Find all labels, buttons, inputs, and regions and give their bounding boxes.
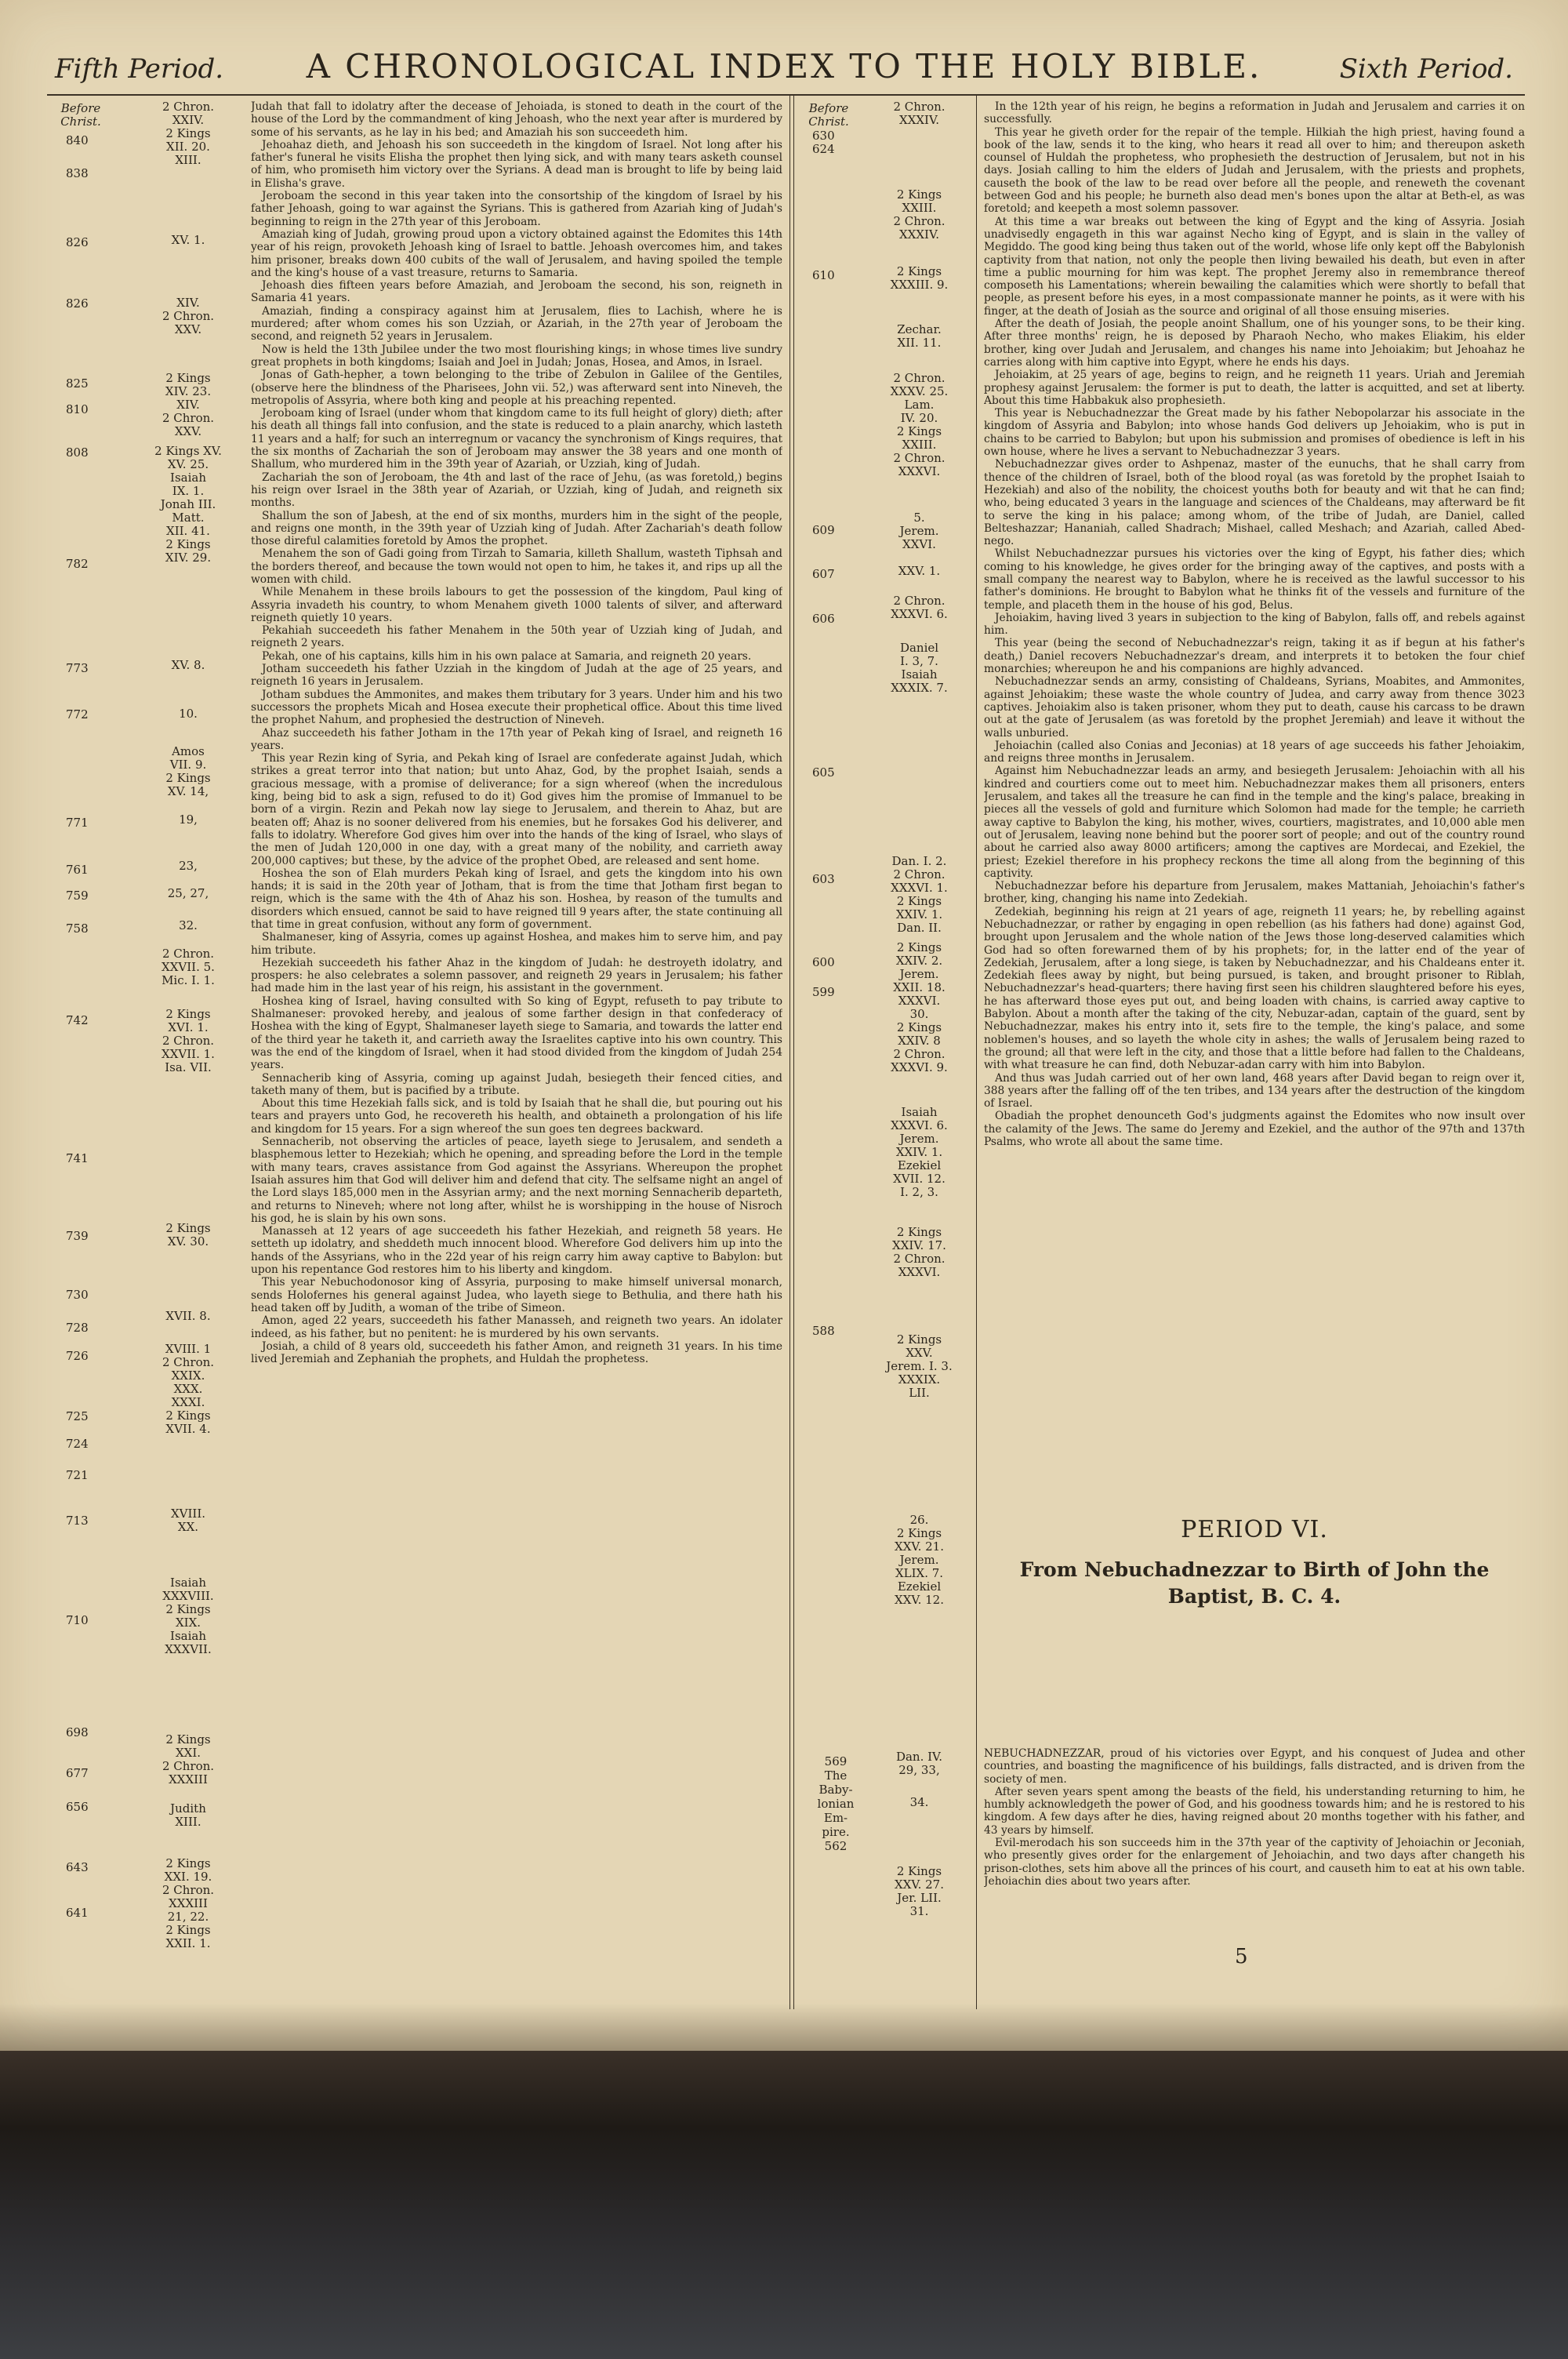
year-label: 609	[812, 523, 835, 537]
scripture-ref: 10.	[179, 707, 198, 721]
entry-paragraph: Hoshea the son of Elah murders Pekah king of Israel, and gets the kingdom into his own hands; it is said in the 20th year of Jotham, that is from the time that Jotham first began to reign, which is the same with the 4th of Ahaz his son. Hoshea, by reason of the tumults and disorders which ensued, cannot be said to have reigned till 9 years after, the state continuing all that time in great confusion, without any form of government.	[251, 867, 782, 931]
before-christ-header-left: Before Christ.	[60, 101, 101, 129]
entry-paragraph: Zedekiah, beginning his reign at 21 years of age, reigneth 11 years; he, by rebelling against Nebuchadnezzar, or rather by engaging in open rebellion (as his fathers had done) against God, brought upon Jerusalem and the whole nation of the Jews those long-deserved calamities which God had so often forewarned them of by his prophets; for, in the latter end of the year of Zedekiah, Jerusalem, after a long siege, is taken by Nebuchadnezzar, and his Chaldeans enter it. Zedekiah flees away by night, but being pursued, is taken, and brought prisoner to Riblah, Nebuchadnezzar's head-quarters; there having first seen his children slaughtered before his eyes, he has afterward those eyes put out, and being loaden with chains, is carried away captive to Babylon. About a month after the taking of the city, Nebuzar-adan, captain of the guard, sent by Nebuchadnezzar, makes his entry into it, sets fire to the temple, the king's palace, and some noblemen's houses, and so layeth the whole city in ashes; the walls of Jerusalem being razed to the ground; all that were left in the city, and those that a little before had fallen to the Chaldeans, with what treasure he can find, doth Nebuzar-adan carry with him into Babylon.	[984, 905, 1525, 1072]
scripture-ref: XIV. 2 Chron. XXV.	[162, 296, 215, 336]
year-label: 826	[66, 296, 89, 311]
year-label: 730	[66, 1288, 89, 1302]
year-label: 739	[66, 1229, 89, 1243]
year-label: 641	[66, 1906, 89, 1920]
year-label: 810	[66, 402, 89, 416]
scripture-ref: XXV. 1.	[898, 564, 941, 578]
entry-paragraph: After seven years spent among the beasts of the field, his understanding returning to him, he humbly acknowledgeth the power of God, and his goodness towards him; and he is restored to his kingdom. A few days after he dies, having reigned about 20 months together with his father, and 43 years by himself.	[984, 1785, 1525, 1837]
entry-paragraph: Josiah, a child of 8 years old, succeedeth his father Amon, and reigneth 31 years. In his time lived Jeremiah and Zephaniah the prophets, and Huldah the prophetess.	[251, 1339, 782, 1366]
scripture-ref: 26. 2 Kings XXV. 21. Jerem. XLIX. 7. Ezekiel XXV. 12.	[895, 1513, 944, 1607]
year-label: 588	[812, 1324, 835, 1338]
ref-divider-right-column	[976, 96, 977, 2009]
scripture-ref: 2 Kings XV. XV. 25. Isaiah IX. 1. Jonah III. Matt. XII. 41. 2 Kings XIV. 29.	[154, 444, 222, 565]
year-label: 728	[66, 1321, 89, 1335]
scripture-ref: Dan. IV. 29, 33,	[895, 1750, 943, 1777]
period-heading: PERIOD VI.	[1181, 1516, 1328, 1543]
scripture-ref: Dan. I. 2. 2 Chron. XXXVI. 1. 2 Kings XXIV. 1. Dan. II.	[891, 854, 948, 935]
scripture-ref: 2 Kings XXXIII. 9.	[890, 264, 949, 292]
year-label: 698	[66, 1725, 89, 1739]
entry-paragraph: NEBUCHADNEZZAR, proud of his victories over Egypt, and his conquest of Judea and other countries, and boasting the magnificence of his buildings, falls distracted, and is driven from the society of men.	[984, 1747, 1525, 1786]
scripture-ref: 2 Chron. XXXVI. 6.	[891, 594, 948, 621]
scripture-ref: Isaiah XXXVIII. 2 Kings XIX. Isaiah XXXVII.	[162, 1576, 214, 1656]
entry-paragraph: At this time a war breaks out between the king of Egypt and the king of Assyria. Josiah unadvisedly engageth in this war against Necho king of Egypt, and is slain in the valley of Megiddo. The good king being thus taken out of the world, whose life only kept off the Babylonish captivity from that nation, not only the people then living bewailed his death, but even in after time a public mourning for him was kept. The prophet Jeremy also in remembrance thereof composeth his Lamentations; wherein bewailing the calamities which were shortly to befall that people, as present before his eyes, in a most compassionate manner he points, as it were with his finger, at the death of Josiah as the source and original of all those ensuing miseries.	[984, 215, 1525, 318]
entry-paragraph: Nebuchadnezzar gives order to Ashpenaz, master of the eunuchs, that he shall carry from thence of the children of Israel, both of the blood royal (as was foretold by the prophet Isaiah to Hezekiah) and also of the nobility, the choicest youths both for beauty and wit that he can find; who, being educated 3 years in the language and sciences of the Chaldeans, may afterward be fit to serve the king in his palace; among whom, of the tribe of Judah, are Daniel, called Belteshazzar; Hananiah, called Shadrach; Mishael, called Meshach; and Azariah, called Abed-nego.	[984, 458, 1525, 548]
entry-paragraph: Jotham succeedeth his father Uzziah in the kingdom of Judah at the age of 25 years, and reigneth 16 years in Jerusalem.	[251, 663, 782, 689]
header-right-period: Sixth Period.	[1339, 53, 1513, 85]
year-label: 607	[812, 567, 835, 581]
before-christ-header-right: Before Christ.	[808, 101, 849, 129]
scripture-ref: 34.	[909, 1795, 929, 1809]
scripture-ref: 23,	[179, 859, 198, 873]
entry-paragraph: Hezekiah succeedeth his father Ahaz in the kingdom of Judah: he destroyeth idolatry, and prospers: he also celebrates a solemn passover, and reigneth 29 years in Jerusalem; his father had made him in the last year of his reign, his assistant in the government.	[251, 956, 782, 995]
scripture-ref: 2 Chron. XXVII. 5. Mic. I. 1.	[162, 947, 215, 987]
period-subheading: From Nebuchadnezzar to Birth of John the Baptist, B. C. 4.	[1019, 1558, 1490, 1608]
year-label: 825	[66, 376, 89, 391]
entry-paragraph: Pekahiah succeedeth his father Menahem in the 50th year of Uzziah king of Judah, and reigneth 2 years.	[251, 624, 782, 650]
entry-paragraph: Jotham subdues the Ammonites, and makes them tributary for 3 years. Under him and his two successors the prophets Micah and Hosea execute their prophetical office. About this time lived the prophet Nahum, and prophesied the destruction of Nineveh.	[251, 688, 782, 727]
entry-paragraph: Sennacherib king of Assyria, coming up against Judah, besiegeth their fenced cities, and taketh many of them, but is pacified by a tribute.	[251, 1071, 782, 1097]
year-label: 773	[66, 661, 89, 675]
entry-paragraph: Pekah, one of his captains, kills him in his own palace at Samaria, and reigneth 20 years.	[262, 649, 752, 663]
year-label: 758	[66, 921, 89, 936]
scripture-ref: 2 Chron. XXIV. 2 Kings XII. 20. XIII.	[162, 100, 215, 167]
scripture-ref: 19,	[179, 812, 198, 827]
scripture-ref: 2 Kings XXIV. 2. Jerem. XXII. 18. XXXVI. 30. 2 Kings XXIV. 8 2 Chron. XXXVI. 9.	[891, 940, 948, 1074]
entry-paragraph: Nebuchadnezzar before his departure from Jerusalem, makes Mattaniah, Jehoiachin's father's brother, king, changing his name into Zedekiah.	[984, 880, 1525, 906]
scripture-ref: XVIII. 1 2 Chron. XXIX. XXX. XXXI. 2 Kings XVII. 4.	[162, 1342, 215, 1436]
year-label: 759	[66, 889, 89, 903]
page-header	[47, 47, 1521, 94]
page-title: A CHRONOLOGICAL INDEX TO THE HOLY BIBLE.	[306, 47, 1262, 85]
year-label: 677	[66, 1766, 89, 1780]
year-label: 630 624	[812, 129, 835, 156]
entry-paragraph: Jeroboam king of Israel (under whom that kingdom came to its full height of glory) dieth; after his death all things fall into confusion, and the state is reduced to a plain anarchy, which lasteth 11 years and a half; for such an interregnum or vacancy the synchronism of Kings requires, that the six months of Zachariah the son of Jeroboam may answer the 38 years and one month of Shallum, who murdered him in the 39th year of Azariah, or Uzziah, king of Judah.	[251, 407, 782, 471]
entry-paragraph: Manasseh at 12 years of age succeedeth his father Hezekiah, and reigneth 58 years. He setteth up idolatry, and sheddeth much innocent blood. Wherefore God delivers him up into the hands of the Assyrians, who in the 22d year of his reign carry him away captive to Babylon: but upon his repentance God restores him to his liberty and kingdom.	[251, 1225, 782, 1277]
entry-paragraph: Amon, aged 22 years, succeedeth his father Manasseh, and reigneth two years. An idolater indeed, as his father, but no penitent: he is murdered by his own servants.	[251, 1314, 782, 1340]
year-label: 713	[66, 1514, 89, 1528]
entry-paragraph: Hoshea king of Israel, having consulted with So king of Egypt, refuseth to pay tribute to Shalmaneser: provoked hereby, and jealous of some farther design in that confederacy of Hoshea with the king of Egypt, Shalmaneser layeth siege to Samaria, and towards the latter end of the third year he taketh it, and carrieth away the Israelites captive into his own country. This was the end of the kingdom of Israel, when it had stood divided from the kingdom of Judah 254 years.	[251, 994, 782, 1072]
scripture-ref: 32.	[179, 918, 198, 932]
year-label: 761	[66, 863, 89, 877]
entry-paragraph: Jeroboam the second in this year taken into the consortship of the kingdom of Israel by his father Jehoash, going to war against the Syrians. This is gathered from Azariah king of Judah's beginning to reign in the 27th year of this Jeroboam.	[251, 190, 782, 228]
year-label: 782	[66, 557, 89, 571]
entry-paragraph: Jehoash dies fifteen years before Amaziah, and Jeroboam the second, his son, reigneth in Samaria 41 years.	[251, 279, 782, 305]
book-edge-background	[0, 2051, 1568, 2359]
entry-paragraph: Obadiah the prophet denounceth God's judgments against the Edomites who now insult over the calamity of the Jews. The same do Jeremy and Ezekiel, and the author of the 97th and 137th Psalms, who wrote all about the same time.	[984, 1110, 1525, 1149]
year-label: 721	[66, 1468, 89, 1482]
year-label: 569 The Baby- lonian Em- pire. 562	[817, 1754, 855, 1853]
entry-paragraph: Amaziah king of Judah, growing proud upon a victory obtained against the Edomites this 14th year of his reign, provoketh Jehoash king of Israel to battle. Jehoash overcomes him, and takes him prisoner, breaks down 400 cubits of the wall of Jerusalem, and having spoiled the temple and the king's house of a vast treasure, returns to Samaria.	[251, 227, 782, 279]
scripture-ref: 2 Kings XXV. 27. Jer. LII. 31.	[895, 1864, 944, 1918]
entry-paragraph: Now is held the 13th Jubilee under the two most flourishing kings; in whose times live sundry great prophets in both kingdoms; Isaiah and Joel in Judah; Jonas, Hosea, and Amos, in Israel.	[251, 343, 782, 369]
entry-paragraph: Shallum the son of Jabesh, at the end of six months, murders him in the sight of the people, and reigns one month, in the 39th year of Uzziah king of Judah. After Zachariah's death follow those direful calamities foretold by Amos the prophet.	[251, 509, 782, 548]
scripture-ref: 2 Kings XIV. 23. XIV. 2 Chron. XXV.	[162, 371, 215, 438]
year-label: 605	[812, 765, 835, 780]
entry-paragraph: This year he giveth order for the repair of the temple. Hilkiah the high priest, having found a book of the law, sends it to the king, who hears it read all over to him; and thereupon asketh counsel of Huldah the prophetess, who prophesieth the destruction of Jerusalem, but not in his days. Josiah calling to him the elders of Judah and Jerusalem, with the priests and prophets, causeth the book of the law to be read over before all the people, and reneweth the covenant between God and his people; he burneth also dead men's bones upon the altar at Beth-el, as was foretold; and keepeth a most solemn passover.	[984, 125, 1525, 216]
year-label: 840	[66, 133, 89, 147]
entry-paragraph: After the death of Josiah, the people anoint Shallum, one of his younger sons, to be their king. After three months' reign, he is deposed by Pharaoh Necho, who makes Eliakim, his elder brother, king over Judah and Jerusalem, and changes his name into Jehoiakim; but Jehoahaz he carries along with him captive into Egypt, where he ends his days.	[984, 318, 1525, 369]
column-divider-right	[793, 96, 794, 2009]
entry-paragraph: Jehoiakim, having lived 3 years in subjection to the king of Babylon, falls off, and rebels against him.	[984, 611, 1525, 638]
scripture-ref: 25, 27,	[167, 886, 209, 900]
entry-paragraph: Zachariah the son of Jeroboam, the 4th and last of the race of Jehu, (as was foretold,) begins his reign over Israel in the 38th year of Azariah, or Uzziah, king of Judah, and reigneth six months.	[251, 471, 782, 510]
entry-paragraph: This year Rezin king of Syria, and Pekah king of Israel are confederate against Judah, which strikes a great terror into that nation; but unto Ahaz, God, by the prophet Isaiah, sends a gracious message, with a promise of deliverance; for a sign whereof (when the incredulous king, being bid to ask a sign, refused to do it) God gives him the promise of Immanuel to be born of a virgin. Rezin and Pekah now lay siege to Jerusalem, and therein to Ahaz, but are beaten off; Ahaz is no sooner delivered from his enemies, but he forsakes God his deliverer, and falls to idolatry. Wherefore God gives him over into the hands of the king of Israel, who slays of the men of Judah 120,000 in one day, with a great many of the nobility, and carrieth away 200,000 captives; but these, by the advice of the prophet Obed, are released and sent home.	[251, 752, 782, 867]
entry-paragraph: This year is Nebuchadnezzar the Great made by his father Nebopolarzar his associate in the kingdom of Assyria and Babylon; into whose hands God delivers up Jehoiakim, who is put in chains to be carried to Babylon; but upon his submission and promises of obedience is left in his own house, where he lives a servant to Nebuchadnezzar 3 years.	[984, 407, 1525, 459]
year-label: 710	[66, 1613, 89, 1627]
column-divider-left	[789, 96, 790, 2009]
scripture-ref: 2 Kings XXIII. 2 Chron. XXXIV.	[893, 187, 946, 242]
entry-paragraph: Shalmaneser, king of Assyria, comes up against Hoshea, and makes him to serve him, and pay him tribute.	[251, 931, 782, 957]
year-label: 643	[66, 1860, 89, 1874]
entry-paragraph: Ahaz succeedeth his father Jotham in the 17th year of Pekah king of Israel, and reigneth 16 years.	[251, 726, 782, 752]
scripture-ref: 2 Kings XXIV. 17. 2 Chron. XXXVI.	[892, 1225, 946, 1279]
scripture-ref: XV. 1.	[171, 233, 205, 247]
entry-paragraph: Evil-merodach his son succeeds him in the 37th year of the captivity of Jehoiachin or Jeconiah, who presently gives order for the enlargement of Jehoiachin, and two days after changeth his prison-clothes, sets him above all the princes of his court, and causeth him to eat at his own table. Jehoiachin dies about two years after.	[984, 1837, 1525, 1888]
scripture-ref: 2 Kings XV. 30.	[165, 1221, 211, 1249]
scripture-ref: Daniel I. 3, 7. Isaiah XXXIX. 7.	[891, 641, 948, 695]
year-label: 724	[66, 1437, 89, 1451]
entry-paragraph: This year (being the second of Nebuchadnezzar's reign, taking it as if begun at his father's death,) Daniel recovers Nebuchadnezzar's dream, and interprets it to betoken the four chief monarchies; whereupon he and his companions are highly advanced.	[984, 637, 1525, 676]
year-label: 826	[66, 235, 89, 249]
entry-paragraph: While Menahem in these broils labours to get the possession of the kingdom, Paul king of Assyria invadeth his country, to whom Menahem giveth 1000 talents of silver, and afterward reigneth quietly 10 years.	[251, 586, 782, 624]
entry-paragraph: Nebuchadnezzar sends an army, consisting of Chaldeans, Syrians, Moabites, and Ammonites, against Jehoiakim; these waste the whole country of Judea, and carry away from thence 3023 captives. Jehoiakim also is taken prisoner, whom they put to death, cause his carcass to be drawn out at the gate of Jerusalem (as was foretold by the prophet Jeremiah) and leave it without the walls unburied.	[984, 675, 1525, 740]
year-label: 606	[812, 612, 835, 626]
year-label: 741	[66, 1151, 89, 1165]
scripture-ref: 2 Kings XXI. 2 Chron. XXXIII	[162, 1732, 215, 1787]
entry-paragraph: Jonas of Gath-hepher, a town belonging to the tribe of Zebulon in Galilee of the Gentiles, (observe here the blindness of the Pharisees, John vii. 52,) was afterward sent into Nineveh, the metropolis of Assyria, where both king and people at his preaching repented.	[251, 369, 782, 407]
entry-paragraph: About this time Hezekiah falls sick, and is told by Isaiah that he shall die, but pouring out his tears and prayers unto God, he recovereth his health, and obtaineth a prolongation of his life and kingdom for 15 years. For a sign whereof the sun goes ten degrees backward.	[251, 1097, 782, 1136]
year-label: 808	[66, 445, 89, 460]
year-label: 603	[812, 872, 835, 886]
year-label: 838	[66, 166, 89, 180]
entry-paragraph: This year Nebuchodonosor king of Assyria, purposing to make himself universal monarch, sends Holofernes his general against Judea, who layeth siege to Bethulia, and there hath his head taken off by Judith, a woman of the tribe of Simeon.	[251, 1276, 782, 1314]
entry-paragraph: Sennacherib, not observing the articles of peace, layeth siege to Jerusalem, and sendeth a blasphemous letter to Hezekiah; which he opening, and spreading before the Lord in the temple with many tears, craves assistance from God against the Assyrians. Whereupon the prophet Isaiah assures him that God will deliver him and defend that city. The selfsame night an angel of the Lord slays 185,000 men in the Assyrian army; and the next morning Sennacherib departeth, and returns to Nineveh; where not long after, whilst he is worshipping in the house of Nisroch his god, he is slain by his own sons.	[251, 1136, 782, 1225]
left-column-text	[251, 100, 782, 2014]
year-label: 600 599	[812, 955, 835, 999]
scripture-ref: 2 Kings XVI. 1. 2 Chron. XXVII. 1. Isa. VII.	[162, 1007, 215, 1074]
year-label: 771	[66, 816, 89, 830]
header-left-period: Fifth Period.	[55, 53, 224, 85]
scripture-ref: Zechar. XII. 11.	[897, 322, 942, 350]
year-label: 726	[66, 1349, 89, 1363]
scripture-ref: XVIII. XX.	[170, 1507, 206, 1534]
period-vi-text	[984, 1747, 1525, 1943]
right-column-text	[984, 100, 1525, 1504]
year-label: 610	[812, 268, 835, 282]
scripture-ref: 2 Kings XXI. 19. 2 Chron. XXXIII 21, 22. 2 Kings XXII. 1.	[162, 1856, 215, 1950]
header-rule	[47, 94, 1525, 96]
scripture-ref: Amos VII. 9. 2 Kings XV. 14,	[165, 744, 211, 798]
scripture-ref: 2 Kings XXV. Jerem. I. 3. XXXIX. LII.	[886, 1332, 953, 1400]
entry-paragraph: Against him Nebuchadnezzar leads an army, and besiegeth Jerusalem: Jehoiachin with all his kindred and courtiers come out to meet him. Nebuchadnezzar makes them all prisoners, enters Jerusalem, and takes all the treasure he can find in the temple and the king's palace, breaking in pieces all the vessels of gold and furniture which Solomon had made for the temple; he carrieth away captive to Babylon the king, his mother, wives, courtiers, magistrates, and 10,000 able men out of Jerusalem, leaving none behind but the poorer sort of people; and out of the country round about he carried also away 8000 artificers; among the captives are Mordecai, and Ezekiel, the priest; Ezekiel therefore in his prophecy reckons the time all along from the beginning of this captivity.	[984, 765, 1525, 880]
scripture-ref: 2 Chron. XXXIV.	[893, 100, 946, 127]
year-label: 772	[66, 707, 89, 722]
scripture-ref: XVII. 8.	[165, 1309, 211, 1323]
scripture-ref: 2 Chron. XXXV. 25. Lam. IV. 20. 2 Kings XXIII. 2 Chron. XXXVI.	[890, 371, 949, 478]
year-label: 742	[66, 1013, 89, 1027]
page-number: 5	[1235, 1945, 1248, 1968]
entry-paragraph: Jehoiakim, at 25 years of age, begins to reign, and he reigneth 11 years. Uriah and Jeremiah prophesy against Jerusalem: the former is put to death, the latter is acquitted, and set at liberty. About this time Habbakuk also prophesieth.	[984, 369, 1525, 407]
scripture-ref: Isaiah XXXVI. 6. Jerem. XXIV. 1. Ezekiel XVII. 12. I. 2, 3.	[891, 1105, 948, 1199]
scripture-ref: 5. Jerem. XXVI.	[899, 511, 939, 551]
year-label: 725	[66, 1409, 89, 1423]
entry-paragraph: Amaziah, finding a conspiracy against him at Jerusalem, flies to Lachish, where he is murdered; after whom comes his son Uzziah, or Azariah, in the 27th year of Jeroboam the second, and reigneth 52 years in Jerusalem.	[251, 304, 782, 343]
entry-paragraph: Jehoiachin (called also Conias and Jeconias) at 18 years of age succeeds his father Jehoiakim, and reigns three months in Jerusalem.	[984, 739, 1525, 765]
year-label: 656	[66, 1800, 89, 1814]
entry-paragraph: Menahem the son of Gadi going from Tirzah to Samaria, killeth Shallum, wasteth Tiphsah and the borders thereof, and because the town would not open to him, he takes it, and rips up all the women with child.	[251, 547, 782, 586]
entry-paragraph: Judah that fall to idolatry after the decease of Jehoiada, is stoned to death in the court of the house of the Lord by the commandment of king Jehoash, who the next year after is murdered by some of his servants, as he lay in his bed; and Amaziah his son succeedeth him.	[251, 100, 782, 139]
scripture-ref: Judith XIII.	[170, 1801, 206, 1829]
entry-paragraph: And thus was Judah carried out of her own land, 468 years after David began to reign over it, 388 years after the falling off of the ten tribes, and 134 years after the destruction of the kingdom of Israel.	[984, 1071, 1525, 1110]
entry-paragraph: In the 12th year of his reign, he begins a reformation in Judah and Jerusalem and carries it on successfully.	[984, 100, 1525, 126]
entry-paragraph: Jehoahaz dieth, and Jehoash his son succeedeth in the kingdom of Israel. Not long after his father's funeral he visits Elisha the prophet then lying sick, and with many tears asketh counsel of him, who promiseth him victory over the Syrians. A dead man is brought to life by being laid in Elisha's grave.	[251, 138, 782, 190]
entry-paragraph: Whilst Nebuchadnezzar pursues his victories over the king of Egypt, his father dies; which coming to his knowledge, he gives order for the bringing away of the captives, and posts with a small company the nearest way to Babylon, where he is received as the lawful successor to his father's dominions. He brought to Babylon what he thinks fit of the vessels and furniture of the temple, and placeth them in the house of his god, Belus.	[984, 547, 1525, 612]
scripture-ref: XV. 8.	[171, 658, 205, 672]
